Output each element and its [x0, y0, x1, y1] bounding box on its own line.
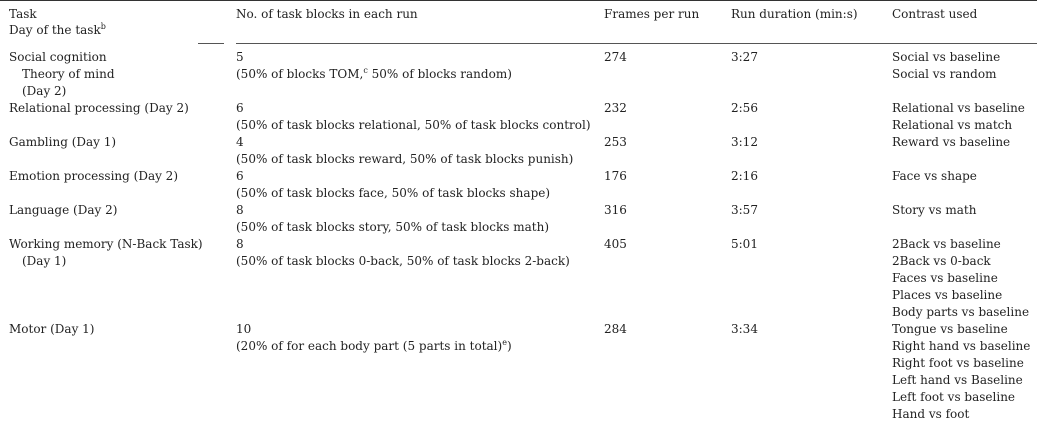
contrast-item: Social vs random	[892, 67, 997, 81]
blocks-detail: (50% of task blocks 0-back, 50% of task blocks 2-back)	[236, 254, 570, 268]
header-rule-2	[236, 43, 1037, 44]
contrast-item: Face vs shape	[892, 169, 977, 183]
blocks-detail: (50% of task blocks relational, 50% of task blocks control)	[236, 118, 591, 132]
blocks-count: 8	[236, 203, 244, 217]
contrast-item: 2Back vs baseline	[892, 237, 1001, 251]
blocks-count: 6	[236, 169, 244, 183]
frames-cell: 284	[604, 322, 627, 336]
blocks-count: 8	[236, 237, 244, 251]
contrast-item: Relational vs match	[892, 118, 1013, 132]
blocks-cell	[236, 236, 570, 270]
header-duration: Run duration (min:s)	[731, 7, 858, 21]
frames-cell: 405	[604, 237, 627, 251]
duration-cell: 3:12	[731, 135, 758, 149]
contrast-item: Reward vs baseline	[892, 135, 1011, 149]
duration-cell: 3:34	[731, 322, 758, 336]
task-name-line: Relational processing (Day 2)	[9, 101, 189, 115]
task-name-line: Theory of mind	[22, 67, 115, 81]
task-cell	[9, 100, 189, 117]
duration-cell: 5:01	[731, 237, 758, 251]
task-cell	[9, 49, 115, 100]
duration-cell: 2:16	[731, 169, 758, 183]
blocks-cell	[236, 321, 512, 355]
contrast-item: Tongue vs baseline	[892, 322, 1008, 336]
frames-cell: 253	[604, 135, 627, 149]
contrast-item: Story vs math	[892, 203, 977, 217]
blocks-count: 6	[236, 101, 244, 115]
contrast-item: Body parts vs baseline	[892, 305, 1030, 319]
blocks-detail: (50% of task blocks face, 50% of task blocks shape)	[236, 186, 551, 200]
task-cell	[9, 236, 203, 270]
blocks-cell	[236, 134, 573, 168]
contrast-item: 2Back vs 0-back	[892, 254, 991, 268]
blocks-count: 10	[236, 322, 252, 336]
footnote-marker: c	[363, 66, 368, 75]
contrast-item: Left foot vs baseline	[892, 390, 1016, 404]
task-cell	[9, 134, 116, 151]
blocks-detail: (50% of blocks TOM,$^c$ 50% of blocks random)	[236, 66, 512, 81]
contrast-cell	[892, 236, 1029, 321]
task-cell	[9, 168, 178, 185]
task-name-line: Emotion processing (Day 2)	[9, 169, 179, 183]
blocks-count: 5	[236, 50, 244, 64]
header-task-label: Task	[9, 7, 37, 21]
blocks-detail: (50% of task blocks reward, 50% of task blocks punish)	[236, 152, 574, 166]
blocks-detail: (20% of for each body part (5 parts in total)$^e$)	[236, 338, 512, 353]
duration-cell: 3:57	[731, 203, 758, 217]
duration-cell: 3:27	[731, 50, 758, 64]
task-name-line: Gambling (Day 1)	[9, 135, 117, 149]
contrast-cell	[892, 321, 1030, 423]
header-rule-1	[198, 43, 224, 44]
blocks-detail: (50% of task blocks story, 50% of task blocks math)	[236, 220, 549, 234]
table-top-rule	[0, 0, 1037, 1]
frames-cell: 176	[604, 169, 627, 183]
frames-cell: 232	[604, 101, 627, 115]
contrast-cell	[892, 134, 1010, 151]
frames-cell: 274	[604, 50, 627, 64]
contrast-item: Relational vs baseline	[892, 101, 1025, 115]
contrast-item: Left hand vs Baseline	[892, 373, 1023, 387]
contrast-item: Places vs baseline	[892, 288, 1003, 302]
blocks-cell	[236, 100, 591, 134]
task-cell	[9, 321, 94, 338]
duration-cell: 2:56	[731, 101, 758, 115]
contrast-cell	[892, 168, 977, 185]
header-task-day: Day of the task$^b$	[9, 22, 106, 37]
blocks-cell	[236, 49, 512, 83]
task-name-line: Working memory (N-Back Task)	[9, 237, 203, 251]
contrast-cell	[892, 49, 1000, 83]
frames-cell: 316	[604, 203, 627, 217]
header-blocks: No. of task blocks in each run	[236, 7, 418, 21]
task-cell	[9, 202, 117, 219]
task-name-line: Language (Day 2)	[9, 203, 118, 217]
contrast-item: Faces vs baseline	[892, 271, 998, 285]
contrast-cell	[892, 100, 1025, 134]
blocks-cell	[236, 168, 550, 202]
header-frames: Frames per run	[604, 7, 700, 21]
blocks-cell	[236, 202, 549, 236]
contrast-item: Hand vs foot	[892, 407, 970, 421]
task-name-line: Motor (Day 1)	[9, 322, 95, 336]
contrast-item: Right foot vs baseline	[892, 356, 1024, 370]
footnote-marker: e	[502, 338, 507, 347]
task-name-line: (Day 2)	[22, 84, 67, 98]
task-name-line: (Day 1)	[22, 254, 67, 268]
contrast-cell	[892, 202, 976, 219]
header-task	[9, 6, 106, 38]
contrast-item: Right hand vs baseline	[892, 339, 1031, 353]
header-contrast: Contrast used	[892, 7, 978, 21]
blocks-count: 4	[236, 135, 244, 149]
task-name-line: Social cognition	[9, 50, 107, 64]
contrast-item: Social vs baseline	[892, 50, 1001, 64]
